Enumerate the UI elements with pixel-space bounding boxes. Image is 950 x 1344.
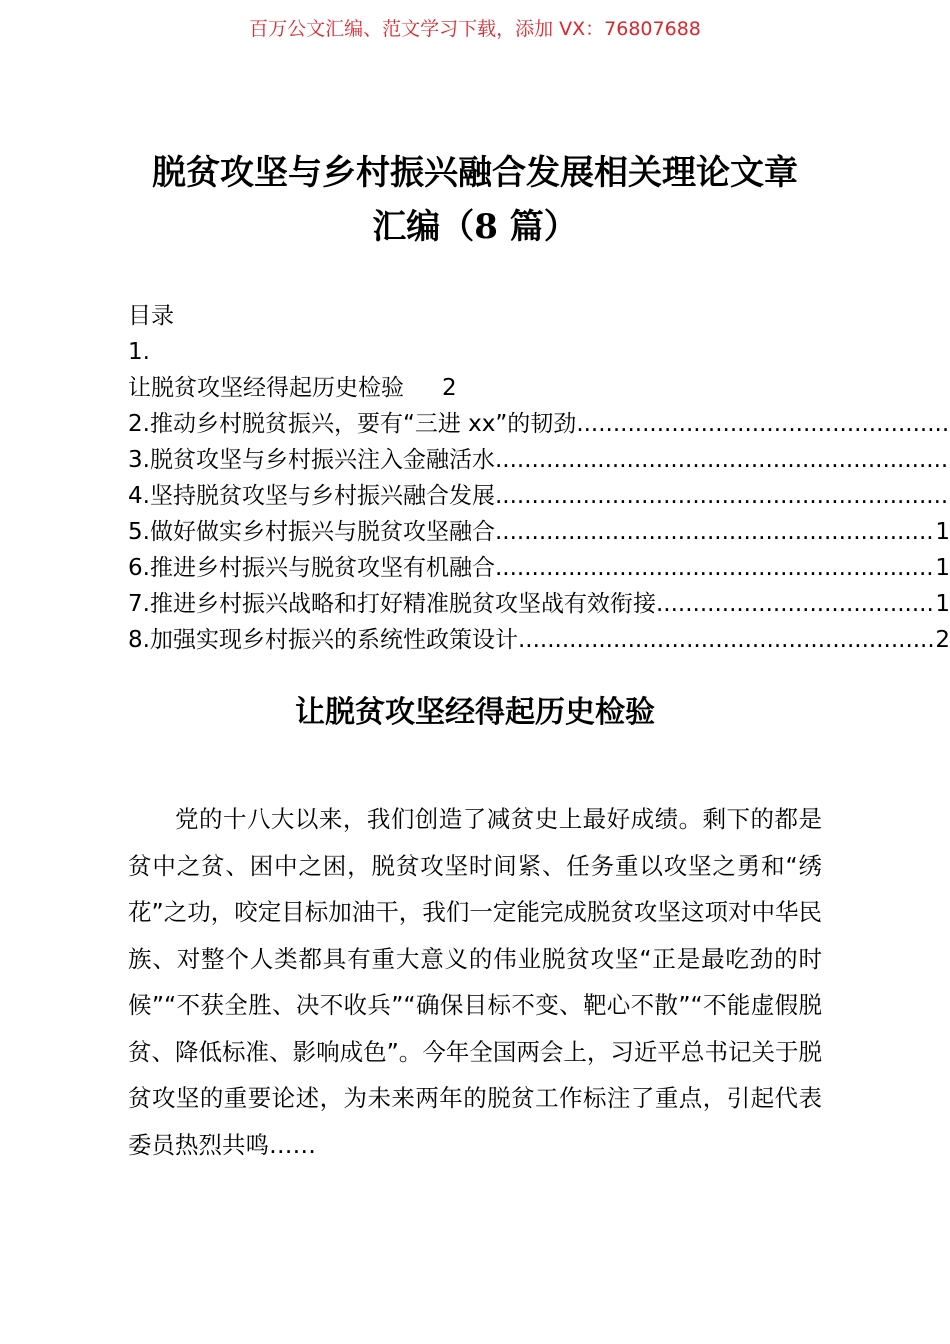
toc-item-7[interactable]	[128, 586, 950, 622]
toc-item-label: 6.推进乡村振兴与脱贫攻坚有机融合	[128, 555, 495, 581]
toc-item-page: 2	[442, 375, 457, 401]
toc-item-label: 4.坚持脱贫攻坚与乡村振兴融合发展	[128, 483, 495, 509]
toc-leader-dots	[518, 622, 935, 658]
toc-item-1-number: 1.	[128, 339, 150, 365]
toc-item-page: 2	[935, 627, 950, 653]
toc-item-4[interactable]	[128, 478, 950, 514]
table-of-contents	[128, 298, 950, 658]
document-title	[0, 146, 950, 254]
toc-item-6[interactable]	[128, 550, 950, 586]
document-title-line-2: 汇编（8 篇）	[372, 207, 578, 247]
toc-item-label: 3.脱贫攻坚与乡村振兴注入金融活水	[128, 447, 495, 473]
toc-item-label: 8.加强实现乡村振兴的系统性政策设计	[128, 627, 518, 653]
document-title-line-1: 脱贫攻坚与乡村振兴融合发展相关理论文章	[152, 153, 798, 193]
toc-item-page: 1	[935, 591, 950, 617]
watermark-banner: 百万公文汇编、范文学习下载，添加 VX：76807688	[249, 18, 701, 40]
section-title: 让脱贫攻坚经得起历史检验	[295, 695, 655, 730]
toc-item-label: 2.推动乡村脱贫振兴，要有“三进 xx”的韧劲	[128, 411, 577, 437]
toc-item-1[interactable]	[128, 370, 950, 406]
toc-heading: 目录	[128, 303, 174, 329]
toc-item-5[interactable]	[128, 514, 950, 550]
body-paragraph: 党的十八大以来，我们创造了减贫史上最好成绩。剩下的都是贫中之贫、困中之困，脱贫攻坚时间紧、任务重以攻坚之勇和“绣花”之功，咬定目标加油干，我们一定能完成脱贫攻坚这项对中华民族、对整个人类都具有重大意义的伟业脱贫攻坚“正是最吃劲的时候”“不获全胜、决不收兵”“确保目标不变、靶心不散”“不能虚假脱贫、降低标准、影响成色”。今年全国两会上，习近平总书记关于脱贫攻坚的重要论述，为未来两年的脱贫工作标注了重点，引起代表委员热烈共鸣……	[128, 805, 822, 1159]
toc-leader-dots	[495, 514, 935, 550]
toc-item-2[interactable]	[128, 406, 950, 442]
toc-leader-dots	[656, 586, 935, 622]
toc-item-label: 7.推进乡村振兴战略和打好精准脱贫攻坚战有效衔接	[128, 591, 656, 617]
toc-leader-dots	[495, 550, 935, 586]
toc-leader-dots	[576, 406, 950, 442]
toc-item-label: 让脱贫攻坚经得起历史检验	[128, 375, 404, 401]
toc-item-page: 1	[935, 555, 950, 581]
toc-leader-dots	[495, 478, 950, 514]
toc-item-label: 5.做好做实乡村振兴与脱贫攻坚融合	[128, 519, 495, 545]
toc-item-page: 1	[935, 519, 950, 545]
toc-item-8[interactable]	[128, 622, 950, 658]
toc-leader-dots	[495, 442, 950, 478]
toc-item-3[interactable]	[128, 442, 950, 478]
